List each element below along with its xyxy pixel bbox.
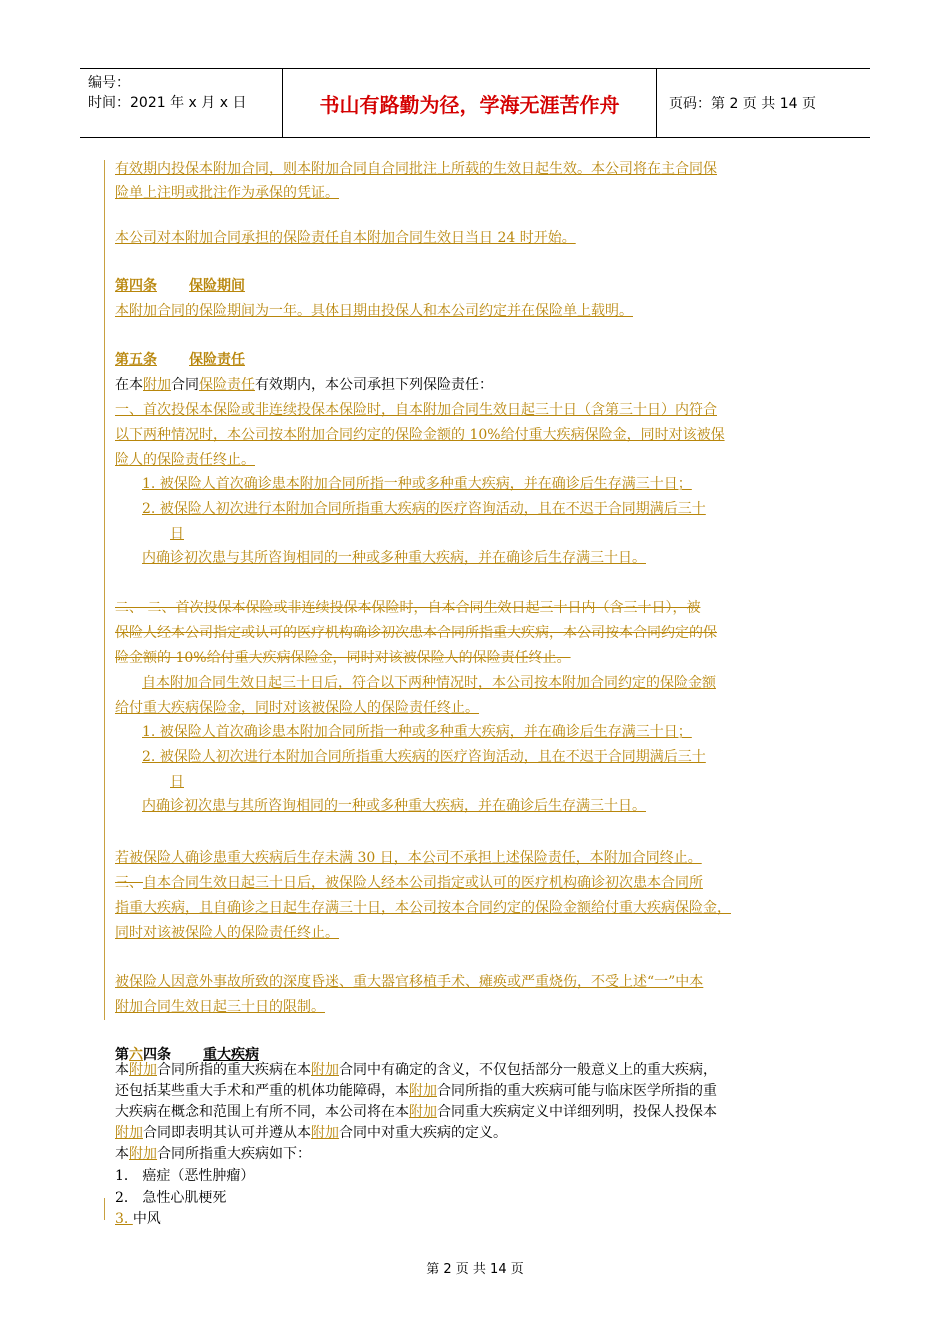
paragraph-line: 同时对该被保险人的保险责任终止。 [115, 925, 339, 941]
paragraph-line: 被保险人因意外事故所致的深度昏迷、重大器官移植手术、瘫痪或严重烧伤，不受上述“一”中本 [115, 974, 704, 990]
list-item: 3. 中风 [115, 1211, 161, 1227]
paragraph-line: 一、首次投保本保险或非连续投保本保险时，自本附加合同生效日起三十日（含第三十日）内符合 [115, 402, 717, 418]
paragraph-line: 在本附加合同保险责任有效期内，本公司承担下列保险责任： [115, 377, 493, 393]
paragraph-line: 日 [170, 774, 184, 790]
list-item: 2. 被保险人初次进行本附加合同所指重大疾病的医疗咨询活动，且在不迟于合同期满后三十 [142, 749, 706, 765]
revision-bar [104, 160, 105, 1020]
paragraph-line: 本附加合同的保险期间为一年。具体日期由投保人和本公司约定并在保险单上载明。 [115, 303, 633, 319]
paragraph-line: 险人的保险责任终止。 [115, 452, 255, 468]
paragraph-line: 险单上注明或批注作为承保的凭证。 [115, 185, 339, 201]
paragraph-line: 若被保险人确诊患重大疾病后生存未满 30 日，本公司不承担上述保险责任，本附加合同终止。 [115, 850, 702, 866]
article-6-heading: 第六四条 重大疾病 [115, 1047, 259, 1063]
doc-number: 编号： [88, 75, 130, 91]
paragraph-line: 日 [170, 526, 184, 542]
paragraph-line: 附加合同即表明其认可并遵从本附加合同中对重大疾病的定义。 [115, 1125, 507, 1141]
list-item: 2． 急性心肌梗死 [115, 1190, 227, 1206]
paragraph-line: 还包括某些重大手术和严重的机体功能障碍，本附加合同所指的重大疾病可能与临床医学所指的重 [115, 1083, 717, 1099]
header-page-info: 页码：第 2 页 共 14 页 [669, 96, 816, 112]
paragraph-line: 三、自本合同生效日起三十日后，被保险人经本公司指定或认可的医疗机构确诊初次患本合同所 [115, 875, 703, 891]
header-meta [80, 69, 282, 137]
paragraph-line: 给付重大疾病保险金，同时对该被保险人的保险责任终止。 [115, 700, 479, 716]
paragraph-line: 自本附加合同生效日起三十日后，符合以下两种情况时，本公司按本附加合同约定的保险金额 [142, 675, 716, 691]
paragraph-line: 本附加合同所指重大疾病如下： [115, 1146, 311, 1162]
list-item: 2. 被保险人初次进行本附加合同所指重大疾病的医疗咨询活动，且在不迟于合同期满后三十 [142, 501, 706, 517]
deleted-line: 保险人经本公司指定或认可的医疗机构确诊初次患本合同所指重大疾病，本公司按本合同约定的保 [115, 625, 717, 641]
page-footer: 第 2 页 共 14 页 [426, 1262, 524, 1277]
paragraph-line: 指重大疾病，且自确诊之日起生存满三十日，本公司按本合同约定的保险金额给付重大疾病保险金， [115, 900, 731, 916]
list-item: 1. 被保险人首次确诊患本附加合同所指一种或多种重大疾病，并在确诊后生存满三十日； [142, 724, 692, 740]
article-5-heading: 第五条 保险责任 [115, 352, 245, 368]
list-item: 1． 癌症（恶性肿瘤） [115, 1168, 255, 1184]
doc-date: 时间：2021 年 x 月 x 日 [88, 95, 247, 111]
paragraph-line: 以下两种情况时，本公司按本附加合同约定的保险金额的 10%给付重大疾病保险金，同时对该被保 [115, 427, 725, 443]
article-4-heading: 第四条 保险期间 [115, 278, 245, 294]
deleted-line: 险金额的 10%给付重大疾病保险金，同时对该被保险人的保险责任终止。 [115, 650, 571, 666]
paragraph-line: 大疾病在概念和范围上有所不同，本公司将在本附加合同重大疾病定义中详细列明，投保人投保本 [115, 1104, 717, 1120]
page-header [80, 68, 870, 138]
paragraph-line: 本公司对本附加合同承担的保险责任自本附加合同生效日当日 24 时开始。 [115, 230, 576, 246]
deleted-line: 二、 二、首次投保本保险或非连续投保本保险时，自本合同生效日起三十日内（含三十日），被 [115, 600, 701, 616]
paragraph-line: 本附加合同所指的重大疾病在本附加合同中有确定的含义，不仅包括部分一般意义上的重大疾病， [115, 1062, 717, 1078]
revision-bar [104, 1198, 105, 1220]
list-item: 1. 被保险人首次确诊患本附加合同所指一种或多种重大疾病，并在确诊后生存满三十日； [142, 476, 692, 492]
paragraph-line: 内确诊初次患与其所咨询相同的一种或多种重大疾病，并在确诊后生存满三十日。 [142, 550, 646, 566]
paragraph-line: 内确诊初次患与其所咨询相同的一种或多种重大疾病，并在确诊后生存满三十日。 [142, 798, 646, 814]
paragraph-line: 附加合同生效日起三十日的限制。 [115, 999, 325, 1015]
paragraph-line: 有效期内投保本附加合同，则本附加合同自合同批注上所载的生效日起生效。本公司将在主合同保 [115, 161, 717, 177]
header-motto: 书山有路勤为径，学海无涯苦作舟 [282, 69, 657, 137]
